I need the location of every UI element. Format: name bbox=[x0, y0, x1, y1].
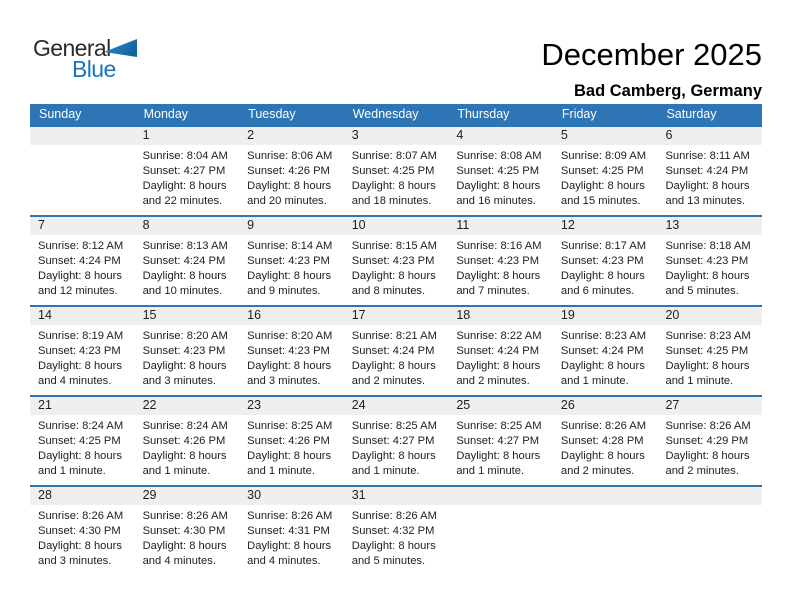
sunset-text: Sunset: 4:25 PM bbox=[351, 165, 435, 177]
day-cell bbox=[344, 307, 449, 395]
daylight-text: Daylight: 8 hours and 6 minutes. bbox=[560, 270, 645, 297]
day-cell bbox=[344, 397, 449, 485]
day-details bbox=[448, 415, 553, 479]
day-number bbox=[448, 487, 553, 505]
sunset-text: Sunset: 4:26 PM bbox=[142, 435, 226, 447]
day-number: 29 bbox=[135, 487, 240, 505]
sunset-text: Sunset: 4:27 PM bbox=[456, 435, 540, 447]
daylight-text: Daylight: 8 hours and 13 minutes. bbox=[665, 180, 750, 207]
day-details bbox=[135, 145, 240, 209]
day-details bbox=[30, 235, 135, 299]
day-number: 25 bbox=[448, 397, 553, 415]
day-cell bbox=[344, 487, 449, 575]
sunset-text: Sunset: 4:29 PM bbox=[665, 435, 749, 447]
sunset-text: Sunset: 4:25 PM bbox=[665, 345, 749, 357]
day-cell bbox=[553, 307, 658, 395]
daylight-text: Daylight: 8 hours and 2 minutes. bbox=[560, 450, 645, 477]
day-cell bbox=[30, 307, 135, 395]
calendar-grid bbox=[30, 104, 762, 575]
sunrise-text: Sunrise: 8:25 AM bbox=[456, 420, 542, 432]
day-details bbox=[344, 325, 449, 389]
day-number: 5 bbox=[553, 127, 658, 145]
day-number: 6 bbox=[657, 127, 762, 145]
location-subtitle: Bad Camberg, Germany bbox=[574, 82, 762, 100]
sunrise-text: Sunrise: 8:20 AM bbox=[247, 330, 333, 342]
daylight-text: Daylight: 8 hours and 1 minute. bbox=[456, 450, 541, 477]
title-block bbox=[541, 38, 762, 101]
weekday-label: Monday bbox=[143, 107, 189, 121]
sunrise-text: Sunrise: 8:04 AM bbox=[142, 150, 228, 162]
daylight-text: Daylight: 8 hours and 4 minutes. bbox=[38, 360, 122, 387]
daylight-text: Daylight: 8 hours and 3 minutes. bbox=[247, 360, 332, 387]
sunrise-text: Sunrise: 8:14 AM bbox=[247, 240, 333, 252]
weekday-label: Thursday bbox=[457, 107, 510, 121]
day-details bbox=[30, 145, 135, 149]
sunrise-text: Sunrise: 8:16 AM bbox=[456, 240, 542, 252]
day-number: 1 bbox=[135, 127, 240, 145]
sunset-text: Sunset: 4:23 PM bbox=[142, 345, 226, 357]
day-details bbox=[657, 145, 762, 209]
daylight-text: Daylight: 8 hours and 1 minute. bbox=[38, 450, 122, 477]
daylight-text: Daylight: 8 hours and 5 minutes. bbox=[351, 540, 436, 567]
day-details bbox=[344, 505, 449, 569]
day-number: 8 bbox=[135, 217, 240, 235]
sunset-text: Sunset: 4:24 PM bbox=[351, 345, 435, 357]
day-number: 21 bbox=[30, 397, 135, 415]
week-row bbox=[30, 125, 762, 215]
day-details bbox=[30, 505, 135, 569]
week-row bbox=[30, 485, 762, 575]
day-details bbox=[239, 325, 344, 389]
day-number bbox=[553, 487, 658, 505]
sunset-text: Sunset: 4:23 PM bbox=[560, 255, 644, 267]
sunset-text: Sunset: 4:25 PM bbox=[38, 435, 121, 447]
day-details bbox=[553, 145, 658, 209]
weekday-label: Friday bbox=[561, 107, 597, 121]
daylight-text: Daylight: 8 hours and 8 minutes. bbox=[351, 270, 436, 297]
day-details bbox=[30, 415, 135, 479]
daylight-text: Daylight: 8 hours and 1 minute. bbox=[142, 450, 227, 477]
day-cell bbox=[30, 487, 135, 575]
day-cell-empty bbox=[657, 487, 762, 575]
sunrise-text: Sunrise: 8:26 AM bbox=[247, 510, 333, 522]
daylight-text: Daylight: 8 hours and 15 minutes. bbox=[560, 180, 645, 207]
sunrise-text: Sunrise: 8:06 AM bbox=[247, 150, 333, 162]
day-details bbox=[30, 325, 135, 389]
day-cell bbox=[448, 127, 553, 215]
weekday-label: Tuesday bbox=[248, 107, 296, 121]
day-cell bbox=[30, 217, 135, 305]
day-number: 4 bbox=[448, 127, 553, 145]
day-number: 11 bbox=[448, 217, 553, 235]
sunrise-text: Sunrise: 8:25 AM bbox=[247, 420, 333, 432]
day-details bbox=[239, 505, 344, 569]
day-number: 14 bbox=[30, 307, 135, 325]
day-number: 15 bbox=[135, 307, 240, 325]
day-details bbox=[239, 145, 344, 209]
sunset-text: Sunset: 4:26 PM bbox=[247, 435, 330, 447]
day-details bbox=[553, 505, 658, 509]
sunset-text: Sunset: 4:24 PM bbox=[456, 345, 540, 357]
day-details bbox=[657, 325, 762, 389]
daylight-text: Daylight: 8 hours and 22 minutes. bbox=[142, 180, 227, 207]
sunrise-text: Sunrise: 8:20 AM bbox=[142, 330, 228, 342]
day-cell bbox=[239, 127, 344, 215]
day-number: 30 bbox=[239, 487, 344, 505]
sunrise-text: Sunrise: 8:24 AM bbox=[38, 420, 124, 432]
day-cell bbox=[657, 397, 762, 485]
day-cell bbox=[448, 307, 553, 395]
sunrise-text: Sunrise: 8:26 AM bbox=[351, 510, 437, 522]
sunset-text: Sunset: 4:32 PM bbox=[351, 525, 435, 537]
sunrise-text: Sunrise: 8:25 AM bbox=[351, 420, 437, 432]
day-cell bbox=[344, 217, 449, 305]
day-cell bbox=[553, 217, 658, 305]
sunrise-text: Sunrise: 8:07 AM bbox=[351, 150, 437, 162]
sunrise-text: Sunrise: 8:23 AM bbox=[560, 330, 647, 342]
day-number: 28 bbox=[30, 487, 135, 505]
day-cell bbox=[135, 127, 240, 215]
day-cell bbox=[30, 397, 135, 485]
day-number bbox=[657, 487, 762, 505]
daylight-text: Daylight: 8 hours and 16 minutes. bbox=[456, 180, 541, 207]
daylight-text: Daylight: 8 hours and 4 minutes. bbox=[142, 540, 227, 567]
daylight-text: Daylight: 8 hours and 4 minutes. bbox=[247, 540, 332, 567]
day-cell bbox=[239, 487, 344, 575]
sunrise-text: Sunrise: 8:23 AM bbox=[665, 330, 751, 342]
logo-text-blue: Blue bbox=[72, 56, 116, 82]
weekday-label: Saturday bbox=[666, 107, 717, 121]
sunset-text: Sunset: 4:24 PM bbox=[142, 255, 226, 267]
day-details bbox=[448, 505, 553, 509]
sunset-text: Sunset: 4:23 PM bbox=[38, 345, 121, 357]
day-details bbox=[344, 145, 449, 209]
sunrise-text: Sunrise: 8:08 AM bbox=[456, 150, 542, 162]
day-cell bbox=[448, 397, 553, 485]
day-number: 22 bbox=[135, 397, 240, 415]
day-details bbox=[448, 145, 553, 209]
sunset-text: Sunset: 4:23 PM bbox=[247, 255, 330, 267]
day-details bbox=[657, 415, 762, 479]
sunrise-text: Sunrise: 8:21 AM bbox=[351, 330, 437, 342]
sunset-text: Sunset: 4:24 PM bbox=[560, 345, 644, 357]
day-cell-empty bbox=[553, 487, 658, 575]
daylight-text: Daylight: 8 hours and 1 minute. bbox=[560, 360, 645, 387]
day-number: 10 bbox=[344, 217, 449, 235]
day-cell bbox=[239, 217, 344, 305]
daylight-text: Daylight: 8 hours and 2 minutes. bbox=[665, 450, 750, 477]
day-number: 3 bbox=[344, 127, 449, 145]
daylight-text: Daylight: 8 hours and 18 minutes. bbox=[351, 180, 436, 207]
sunrise-text: Sunrise: 8:13 AM bbox=[142, 240, 228, 252]
sunset-text: Sunset: 4:23 PM bbox=[456, 255, 540, 267]
sunset-text: Sunset: 4:25 PM bbox=[456, 165, 540, 177]
sunset-text: Sunset: 4:31 PM bbox=[247, 525, 330, 537]
day-cell bbox=[135, 217, 240, 305]
sunrise-text: Sunrise: 8:24 AM bbox=[142, 420, 228, 432]
day-cell bbox=[344, 127, 449, 215]
day-number: 23 bbox=[239, 397, 344, 415]
daylight-text: Daylight: 8 hours and 1 minute. bbox=[247, 450, 332, 477]
sunrise-text: Sunrise: 8:09 AM bbox=[560, 150, 647, 162]
day-details bbox=[239, 235, 344, 299]
day-number: 9 bbox=[239, 217, 344, 235]
weekday-header-row bbox=[30, 104, 762, 125]
sunset-text: Sunset: 4:30 PM bbox=[38, 525, 121, 537]
day-cell bbox=[448, 217, 553, 305]
day-number: 18 bbox=[448, 307, 553, 325]
day-number: 26 bbox=[553, 397, 658, 415]
day-cell bbox=[553, 127, 658, 215]
day-details bbox=[135, 415, 240, 479]
daylight-text: Daylight: 8 hours and 9 minutes. bbox=[247, 270, 332, 297]
day-details bbox=[553, 235, 658, 299]
week-row bbox=[30, 215, 762, 305]
general-blue-logo bbox=[33, 36, 153, 80]
day-cell bbox=[239, 307, 344, 395]
day-cell bbox=[553, 397, 658, 485]
day-number: 27 bbox=[657, 397, 762, 415]
daylight-text: Daylight: 8 hours and 10 minutes. bbox=[142, 270, 227, 297]
day-cell bbox=[657, 217, 762, 305]
sunset-text: Sunset: 4:28 PM bbox=[560, 435, 644, 447]
day-number: 31 bbox=[344, 487, 449, 505]
month-title: December 2025 bbox=[541, 37, 762, 72]
day-number: 7 bbox=[30, 217, 135, 235]
day-cell-empty bbox=[30, 127, 135, 215]
week-row bbox=[30, 395, 762, 485]
weekday-label: Sunday bbox=[39, 107, 82, 121]
sunrise-text: Sunrise: 8:26 AM bbox=[560, 420, 647, 432]
logo-row bbox=[33, 36, 153, 60]
day-number: 12 bbox=[553, 217, 658, 235]
day-details bbox=[553, 415, 658, 479]
daylight-text: Daylight: 8 hours and 5 minutes. bbox=[665, 270, 750, 297]
day-number bbox=[30, 127, 135, 145]
day-details bbox=[448, 325, 553, 389]
sunrise-text: Sunrise: 8:17 AM bbox=[560, 240, 647, 252]
sunset-text: Sunset: 4:24 PM bbox=[38, 255, 121, 267]
day-number: 20 bbox=[657, 307, 762, 325]
day-details bbox=[657, 235, 762, 299]
day-cell bbox=[657, 127, 762, 215]
week-row bbox=[30, 305, 762, 395]
sunrise-text: Sunrise: 8:22 AM bbox=[456, 330, 542, 342]
day-details bbox=[553, 325, 658, 389]
daylight-text: Daylight: 8 hours and 3 minutes. bbox=[142, 360, 227, 387]
daylight-text: Daylight: 8 hours and 7 minutes. bbox=[456, 270, 541, 297]
day-details bbox=[344, 415, 449, 479]
daylight-text: Daylight: 8 hours and 2 minutes. bbox=[456, 360, 541, 387]
day-number: 16 bbox=[239, 307, 344, 325]
day-details bbox=[135, 505, 240, 569]
daylight-text: Daylight: 8 hours and 2 minutes. bbox=[351, 360, 436, 387]
sunrise-text: Sunrise: 8:15 AM bbox=[351, 240, 437, 252]
daylight-text: Daylight: 8 hours and 12 minutes. bbox=[38, 270, 122, 297]
sunset-text: Sunset: 4:27 PM bbox=[351, 435, 435, 447]
day-number: 17 bbox=[344, 307, 449, 325]
day-cell bbox=[135, 307, 240, 395]
sunrise-text: Sunrise: 8:11 AM bbox=[665, 150, 750, 162]
sunrise-text: Sunrise: 8:26 AM bbox=[38, 510, 124, 522]
sunrise-text: Sunrise: 8:26 AM bbox=[142, 510, 228, 522]
day-cell-empty bbox=[448, 487, 553, 575]
sunrise-text: Sunrise: 8:26 AM bbox=[665, 420, 751, 432]
day-details bbox=[448, 235, 553, 299]
day-details bbox=[344, 235, 449, 299]
day-cell bbox=[657, 307, 762, 395]
sunrise-text: Sunrise: 8:12 AM bbox=[38, 240, 124, 252]
weekday-label: Wednesday bbox=[352, 107, 419, 121]
day-number: 19 bbox=[553, 307, 658, 325]
daylight-text: Daylight: 8 hours and 1 minute. bbox=[665, 360, 750, 387]
day-cell bbox=[239, 397, 344, 485]
day-cell bbox=[135, 397, 240, 485]
sunset-text: Sunset: 4:25 PM bbox=[560, 165, 644, 177]
sunset-text: Sunset: 4:26 PM bbox=[247, 165, 330, 177]
day-number: 2 bbox=[239, 127, 344, 145]
day-details bbox=[135, 235, 240, 299]
day-number: 13 bbox=[657, 217, 762, 235]
day-details bbox=[657, 505, 762, 509]
day-details bbox=[135, 325, 240, 389]
logo-text-general: General bbox=[33, 35, 111, 61]
sunset-text: Sunset: 4:23 PM bbox=[351, 255, 435, 267]
daylight-text: Daylight: 8 hours and 3 minutes. bbox=[38, 540, 122, 567]
day-cell bbox=[135, 487, 240, 575]
sunrise-text: Sunrise: 8:19 AM bbox=[38, 330, 124, 342]
sunset-text: Sunset: 4:23 PM bbox=[665, 255, 749, 267]
sunset-text: Sunset: 4:23 PM bbox=[247, 345, 330, 357]
day-number: 24 bbox=[344, 397, 449, 415]
sunset-text: Sunset: 4:27 PM bbox=[142, 165, 226, 177]
sunset-text: Sunset: 4:24 PM bbox=[665, 165, 749, 177]
sunrise-text: Sunrise: 8:18 AM bbox=[665, 240, 751, 252]
sunset-text: Sunset: 4:30 PM bbox=[142, 525, 226, 537]
daylight-text: Daylight: 8 hours and 20 minutes. bbox=[247, 180, 332, 207]
day-details bbox=[239, 415, 344, 479]
daylight-text: Daylight: 8 hours and 1 minute. bbox=[351, 450, 436, 477]
